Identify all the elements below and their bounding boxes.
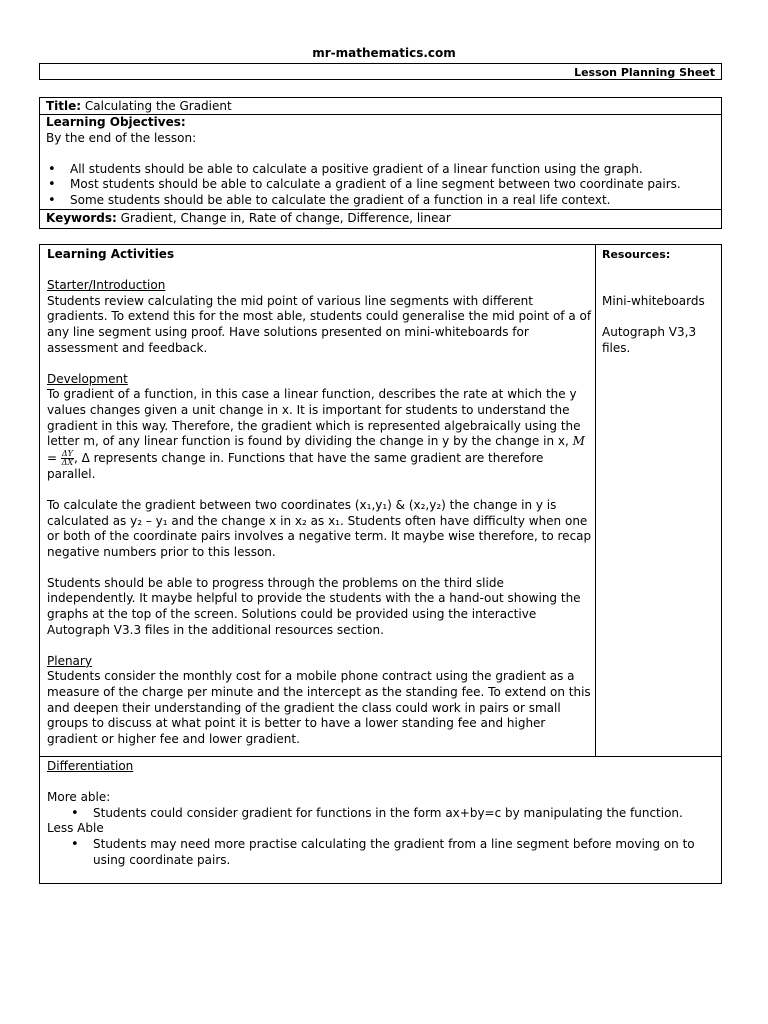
starter-text: Students review calculating the mid point of various line segments with different gradients. To extend this for the most able, students could generalise the mid point of a of any line segment using proof. Have solutions presented on mini-whiteboards for assessment and feedback. [47,293,592,355]
plenary-text: Students consider the monthly cost for a mobile phone contract using the gradient as a measure of the charge per minute and the intercept as the standing fee. To extend on this and deepen their understanding of the gradient the class could work in pairs or small groups to discuss at what point it is better to have a lower standing fee and higher gradient or higher fee and lower gradient. [47,669,591,746]
column-divider [595,245,596,756]
objectives-list [46,162,715,209]
objective-item: • Some students should be able to calculate the gradient of a function in a real life context. [46,193,715,209]
activities-table [39,244,722,884]
more-able-item: • Students could consider gradient for functions in the form ax+by=c by manipulating the function. [69,806,715,822]
plenary-heading: Plenary [47,653,92,668]
gradient-formula-lhs: M = [47,434,585,465]
development-paragraph-1: To gradient of a function, in this case a linear function, describes the rate at which the y values changes given a unit change in x. It is important for students to understand the gradient in this way. Therefore, the gradient which is represented algebraically using the letter m, of any linear function is found by dividing the change in y by the change in x, M = $\frac{\Delta Y}{\Delta X}$ , Δ represents change in. Functions that have the same gradient are therefore parallel. [47,387,585,481]
title-label: Title: [46,99,82,113]
lesson-info-table [39,97,722,229]
row-divider [40,756,721,757]
objectives-intro: By the end of the lesson: [46,130,197,145]
resource-item: Autograph V3,3 files. [602,324,697,355]
sheet-header [39,63,722,80]
differentiation-heading: Differentiation [47,759,134,773]
lesson-title: Calculating the Gradient [84,99,232,113]
activities-heading: Learning Activities [47,247,175,261]
objective-item: • All students should be able to calculate a positive gradient of a linear function using the graph. [46,162,715,178]
more-able-list [47,806,715,822]
objectives-row [40,115,721,210]
gradient-formula-fraction: $\frac{\Delta Y}{\Delta X}$ [61,448,74,467]
objective-item: • Most students should be able to calculate a gradient of a line segment between two coordinate pairs. [46,177,715,193]
less-able-label: Less Able [47,821,104,836]
more-able-label: More able: [47,790,111,805]
development-paragraph-2: To calculate the gradient between two coordinates (x₁,y₁) & (x₂,y₂) the change in y is calculated as y₂ – y₁ and the change x in x₂ as x₁. Students often have difficulty when one or both of the coordinate pairs involves a negative term. It maybe wise therefore, to recap negative numbers prior to this lesson. [47,497,592,559]
title-row [40,98,721,115]
site-name: mr-mathematics.com [312,46,456,60]
differentiation-section [47,759,715,868]
objectives-label: Learning Objectives: [46,115,186,129]
development-paragraph-3: Students should be able to progress through the problems on the third slide independently. It maybe helpful to provide the students with the a hand-out showing the graphs at the top of the screen. Solutions could be provided using the interactive Autograph V3.3 files in the additional resources section. [47,575,581,637]
resource-item: Mini-whiteboards [602,293,705,308]
keywords-row [40,210,721,229]
sheet-title: Lesson Planning Sheet [574,66,715,79]
less-able-item: • Students may need more practise calculating the gradient from a line segment before moving on to using coordinate pairs. [69,837,715,868]
resources-column [602,247,720,356]
less-able-list [47,837,715,868]
keywords-text: Gradient, Change in, Rate of change, Difference, linear [120,211,451,225]
resources-heading: Resources: [602,248,671,261]
development-heading: Development [47,371,128,386]
keywords-label: Keywords: [46,211,117,225]
learning-activities [47,247,592,747]
starter-heading: Starter/Introduction [47,278,166,293]
